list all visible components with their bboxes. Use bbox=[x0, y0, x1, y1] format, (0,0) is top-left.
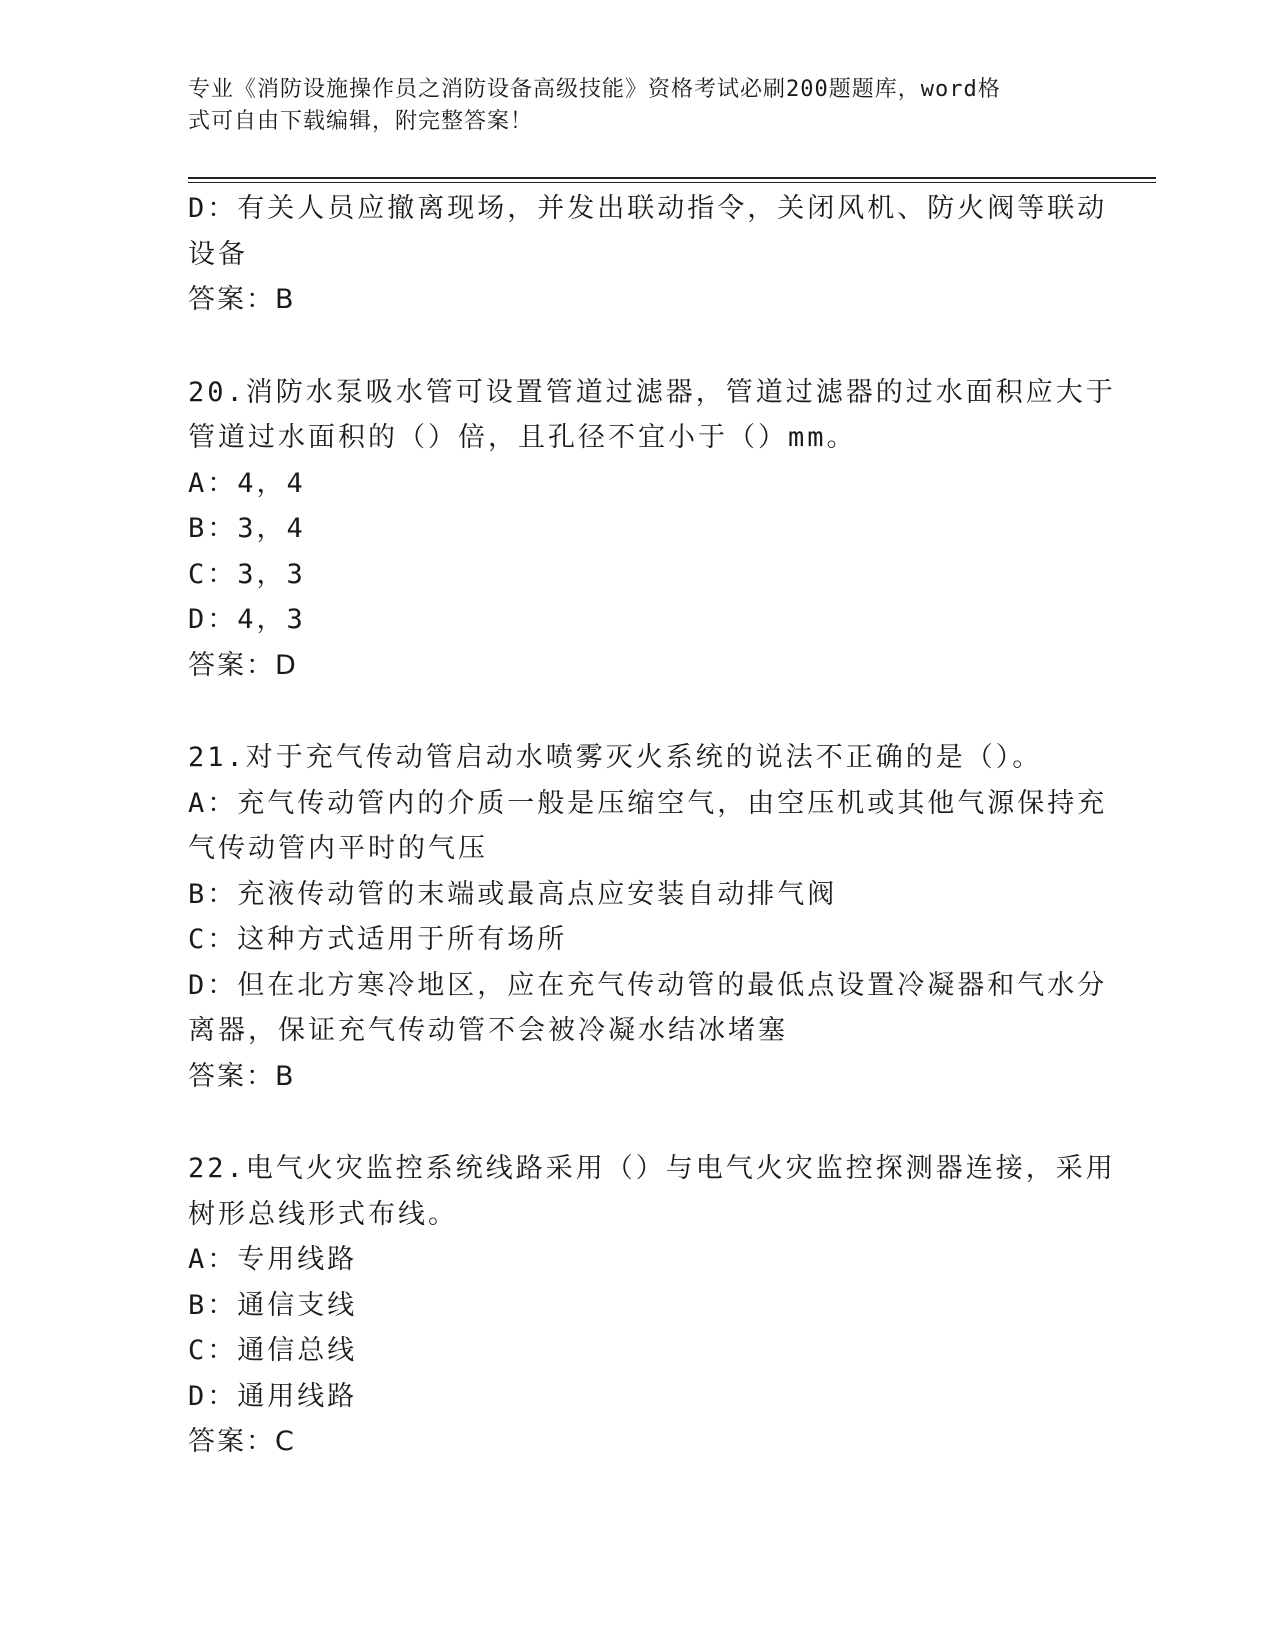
option-c: C：通信总线 bbox=[188, 1335, 358, 1366]
question-block-19-tail bbox=[188, 186, 1108, 323]
option-a-line-1: A：充气传动管内的介质一般是压缩空气，由空压机或其他气源保持充 bbox=[188, 787, 1108, 819]
spacer bbox=[188, 1099, 1088, 1146]
answer-line: 答案：D bbox=[188, 649, 298, 681]
option-d-line-2: 离器，保证充气传动管不会被冷凝水结冰堵塞 bbox=[188, 1015, 788, 1046]
page-content bbox=[188, 186, 1116, 1465]
question-stem-line-1: 21.对于充气传动管启动水喷雾灭火系统的说法不正确的是（）。 bbox=[188, 742, 1043, 773]
option-c: C：这种方式适用于所有场所 bbox=[188, 924, 568, 955]
answer-line: 答案：B bbox=[188, 1060, 296, 1092]
spacer bbox=[188, 323, 1088, 370]
option-a: A：4，4 bbox=[188, 467, 306, 499]
spacer bbox=[188, 688, 1088, 735]
question-stem-line-2: 管道过水面积的（）倍，且孔径不宜小于（）mm。 bbox=[188, 422, 857, 453]
header-rule-thin bbox=[188, 182, 1156, 183]
question-block-21 bbox=[188, 735, 1108, 1099]
option-d-line-2: 设备 bbox=[188, 238, 248, 270]
document-header bbox=[188, 74, 1088, 138]
option-a: A：专用线路 bbox=[188, 1244, 358, 1275]
answer-line: 答案：B bbox=[188, 284, 296, 315]
option-b: B：通信支线 bbox=[188, 1289, 358, 1321]
answer-line: 答案：C bbox=[188, 1426, 296, 1457]
option-a-line-2: 气传动管内平时的气压 bbox=[188, 833, 488, 864]
header-rule-thick bbox=[188, 177, 1156, 179]
question-stem-line-1: 22.电气火灾监控系统线路采用（）与电气火灾监控探测器连接，采用 bbox=[188, 1153, 1116, 1184]
question-block-22 bbox=[188, 1146, 1116, 1465]
question-block-20 bbox=[188, 370, 1116, 689]
option-d-line-1: D：有关人员应撤离现场，并发出联动指令，关闭风机、防火阀等联动 bbox=[188, 193, 1108, 224]
question-stem-line-2: 树形总线形式布线。 bbox=[188, 1198, 458, 1230]
option-d: D：4，3 bbox=[188, 604, 306, 635]
option-d-line-1: D：但在北方寒冷地区，应在充气传动管的最低点设置冷凝器和气水分 bbox=[188, 969, 1108, 1001]
option-b: B：充液传动管的末端或最高点应安装自动排气阀 bbox=[188, 878, 838, 910]
header-line-1: 专业《消防设施操作员之消防设备高级技能》资格考试必刷200题题库，word格 bbox=[188, 77, 1001, 102]
header-line-2: 式可自由下载编辑，附完整答案！ bbox=[188, 109, 534, 134]
option-c: C：3，3 bbox=[188, 558, 306, 590]
question-stem-line-1: 20.消防水泵吸水管可设置管道过滤器，管道过滤器的过水面积应大于 bbox=[188, 376, 1116, 408]
option-b: B：3，4 bbox=[188, 513, 306, 544]
option-d: D：通用线路 bbox=[188, 1380, 358, 1412]
